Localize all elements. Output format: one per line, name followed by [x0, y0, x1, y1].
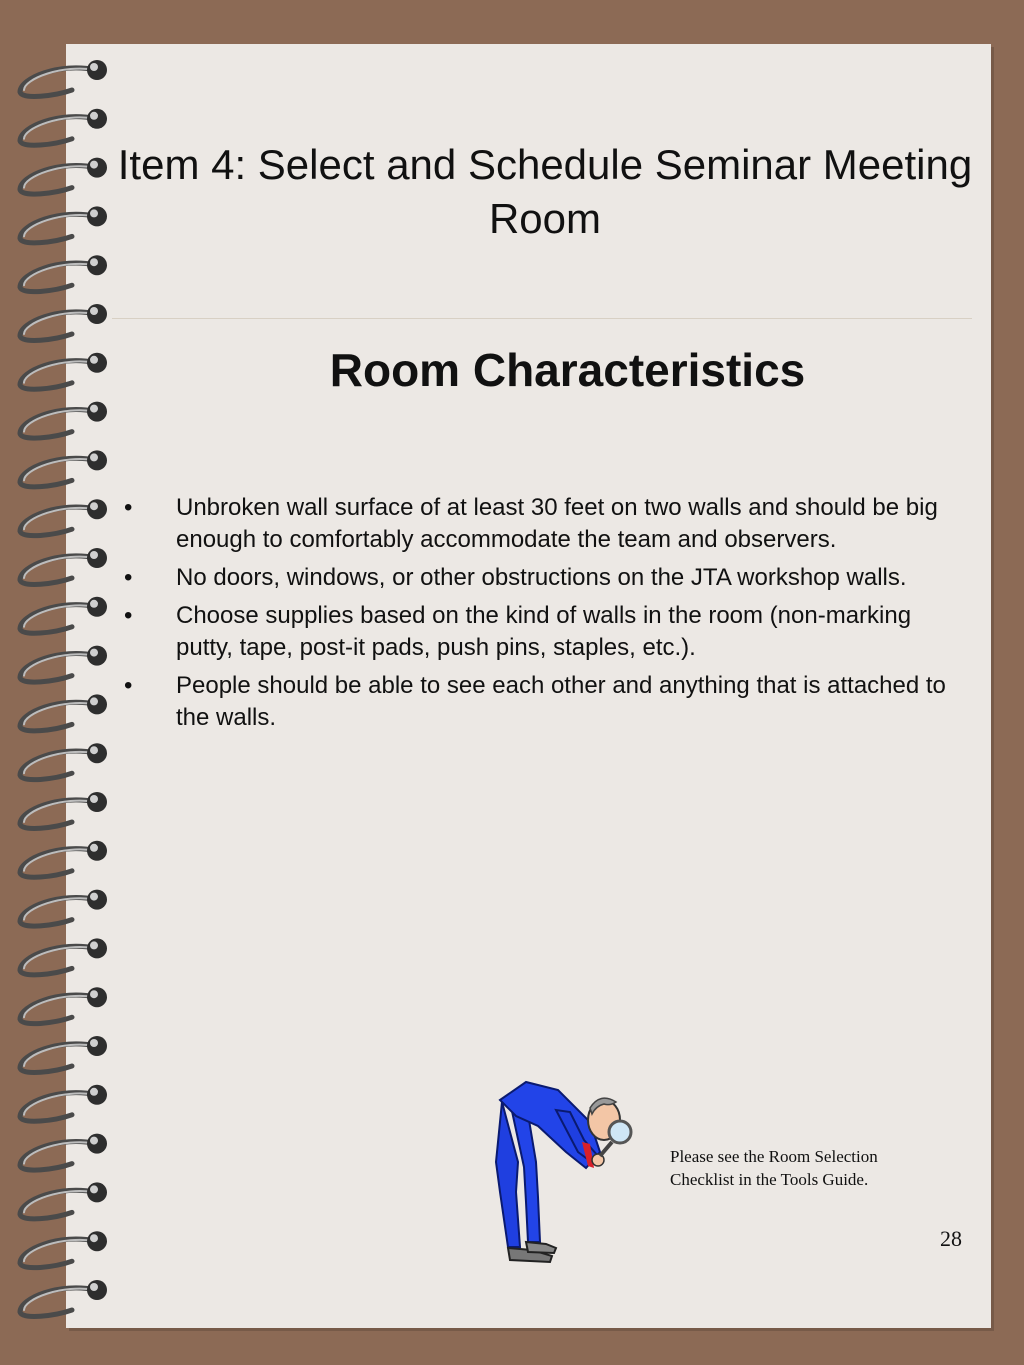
bullet-text: Unbroken wall surface of at least 30 feet on two walls and should be big enough to comfortably accommodate the team and observers.	[176, 494, 938, 553]
list-item	[120, 492, 950, 556]
list-item	[120, 670, 950, 734]
page-number: 28	[940, 1226, 962, 1251]
bullet-icon: •	[124, 672, 133, 699]
bullet-text: People should be able to see each other and anything that is attached to the walls.	[176, 672, 946, 731]
bullet-icon: •	[124, 564, 133, 591]
section-heading: Room Characteristics	[329, 344, 806, 396]
list-item	[120, 600, 950, 664]
slide-title: Item 4: Select and Schedule Seminar Meeting Room	[117, 141, 973, 242]
bullet-icon: •	[124, 494, 133, 521]
bullet-icon: •	[124, 602, 133, 629]
detective-with-magnifying-glass-icon	[486, 1072, 636, 1272]
divider	[112, 318, 972, 319]
bullet-list	[120, 492, 950, 740]
list-item	[120, 562, 950, 594]
bullet-text: Choose supplies based on the kind of walls in the room (non-marking putty, tape, post-it pads, push pins, staples, etc.).	[176, 602, 912, 661]
bullet-text: No doors, windows, or other obstructions on the JTA workshop walls.	[176, 564, 907, 591]
tools-guide-note: Please see the Room Selection Checklist in the Tools Guide.	[670, 1147, 878, 1189]
